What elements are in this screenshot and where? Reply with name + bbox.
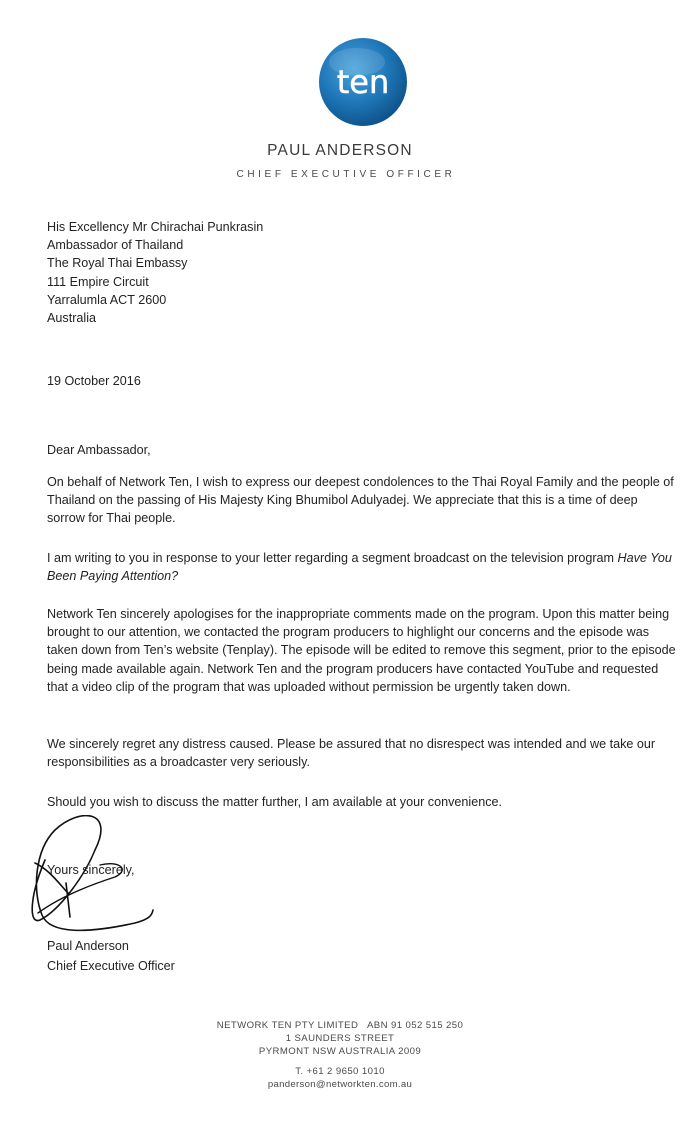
letter-date: 19 October 2016: [47, 374, 141, 388]
address-line: His Excellency Mr Chirachai Punkrasin: [47, 220, 264, 234]
paragraph-condolences: On behalf of Network Ten, I wish to express our deepest condolences to the Thai Royal Family and the people of Thailand on the passing of His Majesty King Bhumibol Adulyadej. We appreciate that this is a time of deep sorrow for Thai people.: [47, 475, 674, 526]
ten-logo-icon: [317, 36, 409, 128]
footer-street: 1 SAUNDERS STREET: [285, 1033, 395, 1044]
signatory-title: Chief Executive Officer: [47, 959, 175, 973]
salutation: Dear Ambassador,: [47, 443, 151, 457]
footer-email: panderson@networkten.com.au: [267, 1079, 413, 1090]
recipient-address: [47, 218, 677, 327]
ceo-title-heading: CHIEF EXECUTIVE OFFICER: [236, 169, 456, 180]
paragraph-apology: Network Ten sincerely apologises for the inappropriate comments made on the program. Upon this matter being brought to our attention, we contacted the program producers to highlight our concerns and the episode was taken down from Ten’s website (Tenplay). The episode will be edited to remove this segment, prior to the episode being made available again. Network Ten and the program producers have contacted YouTube and requested that a video clip of the program that was uploaded without permission be urgently taken down.: [47, 607, 676, 694]
footer-city: PYRMONT NSW AUSTRALIA 2009: [258, 1046, 422, 1057]
address-line: Ambassador of Thailand: [47, 238, 184, 253]
closing: Yours sincerely,: [47, 863, 135, 877]
address-line: 111 Empire Circuit: [47, 274, 149, 289]
paragraph-text: I am writing to you in response to your letter regarding a segment broadcast on the television program: [47, 551, 618, 565]
paragraph-response: [47, 549, 677, 585]
address-line: The Royal Thai Embassy: [47, 256, 188, 271]
program-title: Have You Been Paying Attention?: [47, 551, 672, 584]
address-line: Yarralumla ACT 2600: [47, 292, 167, 307]
footer-phone: T. +61 2 9650 1010: [295, 1066, 385, 1077]
paragraph-contact: Should you wish to discuss the matter further, I am available at your convenience.: [47, 795, 503, 809]
ceo-name-heading: PAUL ANDERSON: [267, 142, 413, 159]
footer-company: NETWORK TEN PTY LIMITED ABN 91 052 515 250: [216, 1020, 464, 1031]
signatory-name: Paul Anderson: [47, 939, 129, 953]
logo-text: ten: [336, 63, 390, 101]
address-line: Australia: [47, 310, 96, 325]
paragraph-regret: We sincerely regret any distress caused. Please be assured that no disrespect was intended and we take our responsibilities as a broadcaster very seriously.: [47, 737, 656, 770]
